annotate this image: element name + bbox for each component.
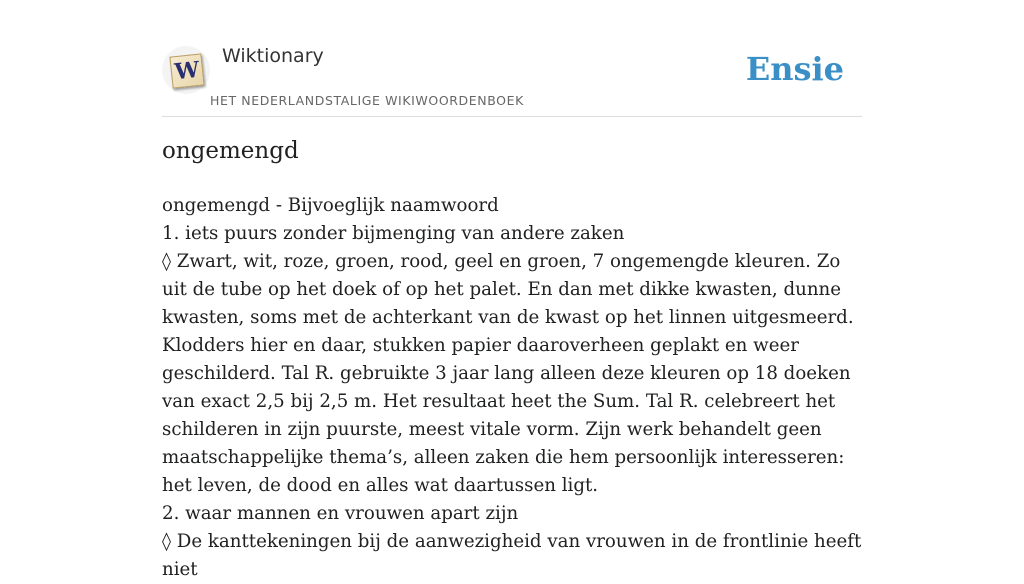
logo-tile: W xyxy=(169,53,204,88)
ensie-brand-link[interactable]: Ensie xyxy=(745,50,844,88)
entry-content xyxy=(162,192,862,584)
example-1: ◊ Zwart, wit, roze, groen, rood, geel en groen, 7 ongemengde kleuren. Zo uit de tube op het doek of op het palet. En dan met dikke kwasten, dunne kwasten, soms met de achterkant van de kwast op het linnen uitgesmeerd. Klodders hier en daar, stukken papier daaroverheen geplakt en weer geschilderd. Tal R. gebruikte 3 jaar lang alleen deze kleuren op 18 doeken van exact 2,5 bij 2,5 m. Het resultaat heet the Sum. Tal R. celebreert het schilderen in zijn puurste, meest vitale vorm. Zijn werk behandelt geen maatschappelijke thema’s, alleen zaken die hem persoonlijk interesseren: het leven, de dood en alles wat daartussen ligt. xyxy=(162,251,854,496)
site-tagline: HET NEDERLANDSTALIGE WIKIWOORDENBOEK xyxy=(210,93,524,108)
definition-1: 1. iets puurs zonder bijmenging van andere zaken xyxy=(162,223,625,244)
wiktionary-logo-icon[interactable] xyxy=(162,46,210,94)
page-title: ongemengd xyxy=(162,138,299,164)
site-header xyxy=(162,0,862,117)
part-of-speech-line: ongemengd - Bijvoeglijk naamwoord xyxy=(162,195,499,216)
page xyxy=(162,0,862,580)
definition-2: 2. waar mannen en vrouwen apart zijn xyxy=(162,503,519,524)
example-2: ◊ De kanttekeningen bij de aanwezigheid van vrouwen in de frontlinie heeft niet xyxy=(162,531,862,580)
site-name[interactable]: Wiktionary xyxy=(222,45,324,67)
